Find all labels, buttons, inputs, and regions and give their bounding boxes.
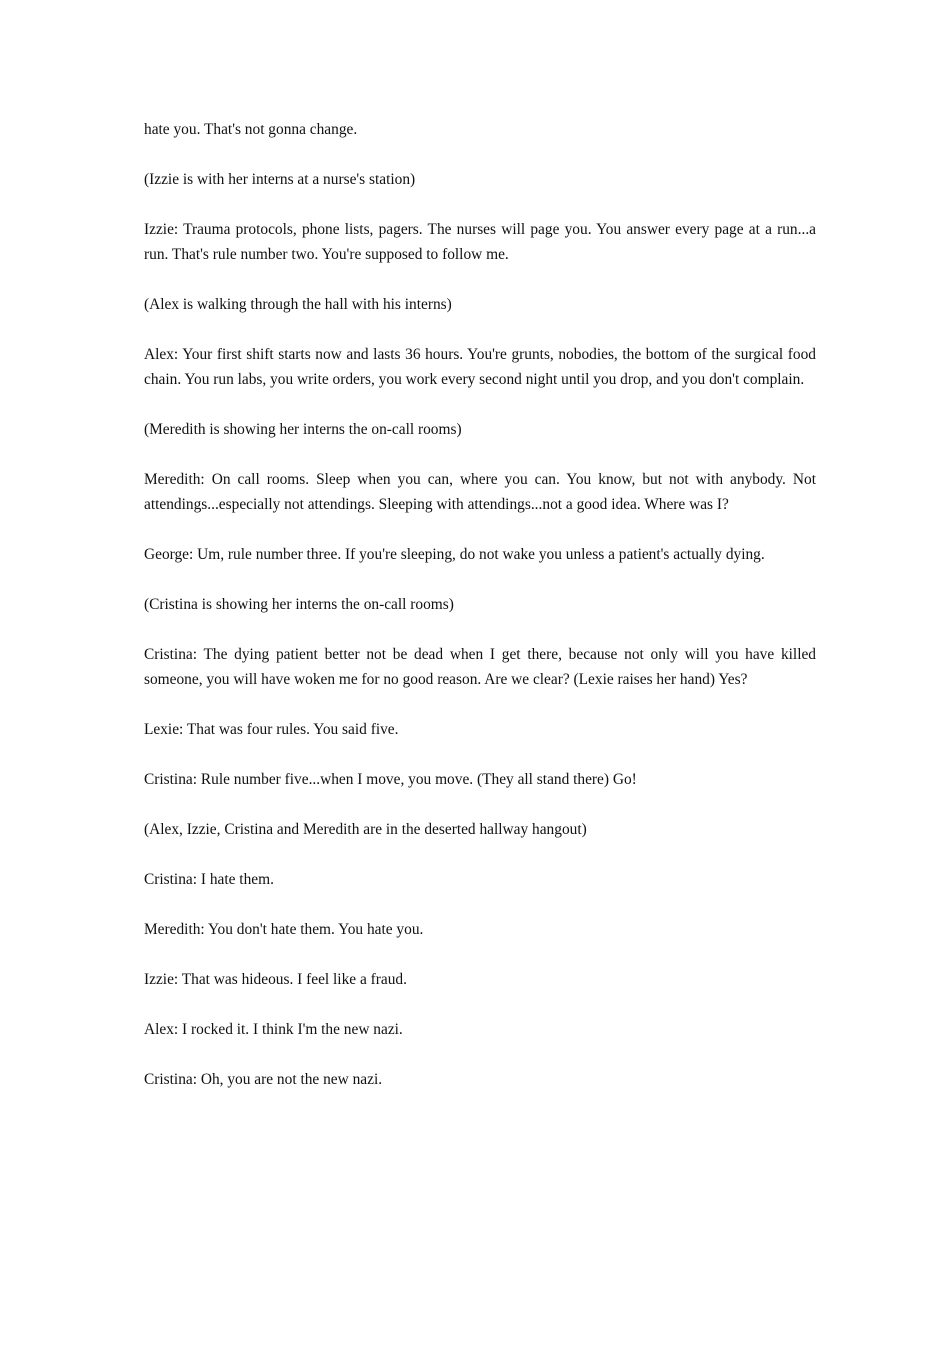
dialogue-line: Meredith: On call rooms. Sleep when you can, where you can. You know, but not with anybody. Not attendings...especially not attendings. Sleeping with attendings...not a good idea. Where was I? (144, 471, 816, 513)
dialogue-line: Lexie: That was four rules. You said five. (144, 721, 399, 738)
stage-direction: (Izzie is with her interns at a nurse's station) (144, 171, 416, 188)
dialogue-line: Cristina: The dying patient better not be dead when I get there, because not only will you have killed someone, you will have woken me for no good reason. Are we clear? (Lexie raises her hand) Yes? (144, 646, 816, 688)
stage-direction: (Cristina is showing her interns the on-call rooms) (144, 596, 454, 613)
dialogue-line: Cristina: I hate them. (144, 871, 274, 888)
document-page (144, 117, 816, 1117)
dialogue-line: Cristina: Oh, you are not the new nazi. (144, 1071, 383, 1088)
dialogue-line: Alex: Your first shift starts now and lasts 36 hours. You're grunts, nobodies, the bottom of the surgical food chain. You run labs, you write orders, you work every second night until you drop, and you don't complain. (144, 346, 816, 388)
stage-direction: (Alex, Izzie, Cristina and Meredith are in the deserted hallway hangout) (144, 821, 587, 838)
dialogue-line: Izzie: Trauma protocols, phone lists, pagers. The nurses will page you. You answer every page at a run...a run. That's rule number two. You're supposed to follow me. (144, 221, 816, 263)
dialogue-line: Cristina: Rule number five...when I move, you move. (They all stand there) Go! (144, 771, 637, 788)
stage-direction: (Meredith is showing her interns the on-call rooms) (144, 421, 462, 438)
stage-direction: (Alex is walking through the hall with his interns) (144, 296, 452, 313)
dialogue-line: Alex: I rocked it. I think I'm the new nazi. (144, 1021, 403, 1038)
dialogue-line: Meredith: You don't hate them. You hate you. (144, 921, 424, 938)
dialogue-line: Izzie: That was hideous. I feel like a fraud. (144, 971, 407, 988)
dialogue-line: George: Um, rule number three. If you're sleeping, do not wake you unless a patient's actually dying. (144, 546, 765, 563)
dialogue-line: hate you. That's not gonna change. (144, 121, 358, 138)
